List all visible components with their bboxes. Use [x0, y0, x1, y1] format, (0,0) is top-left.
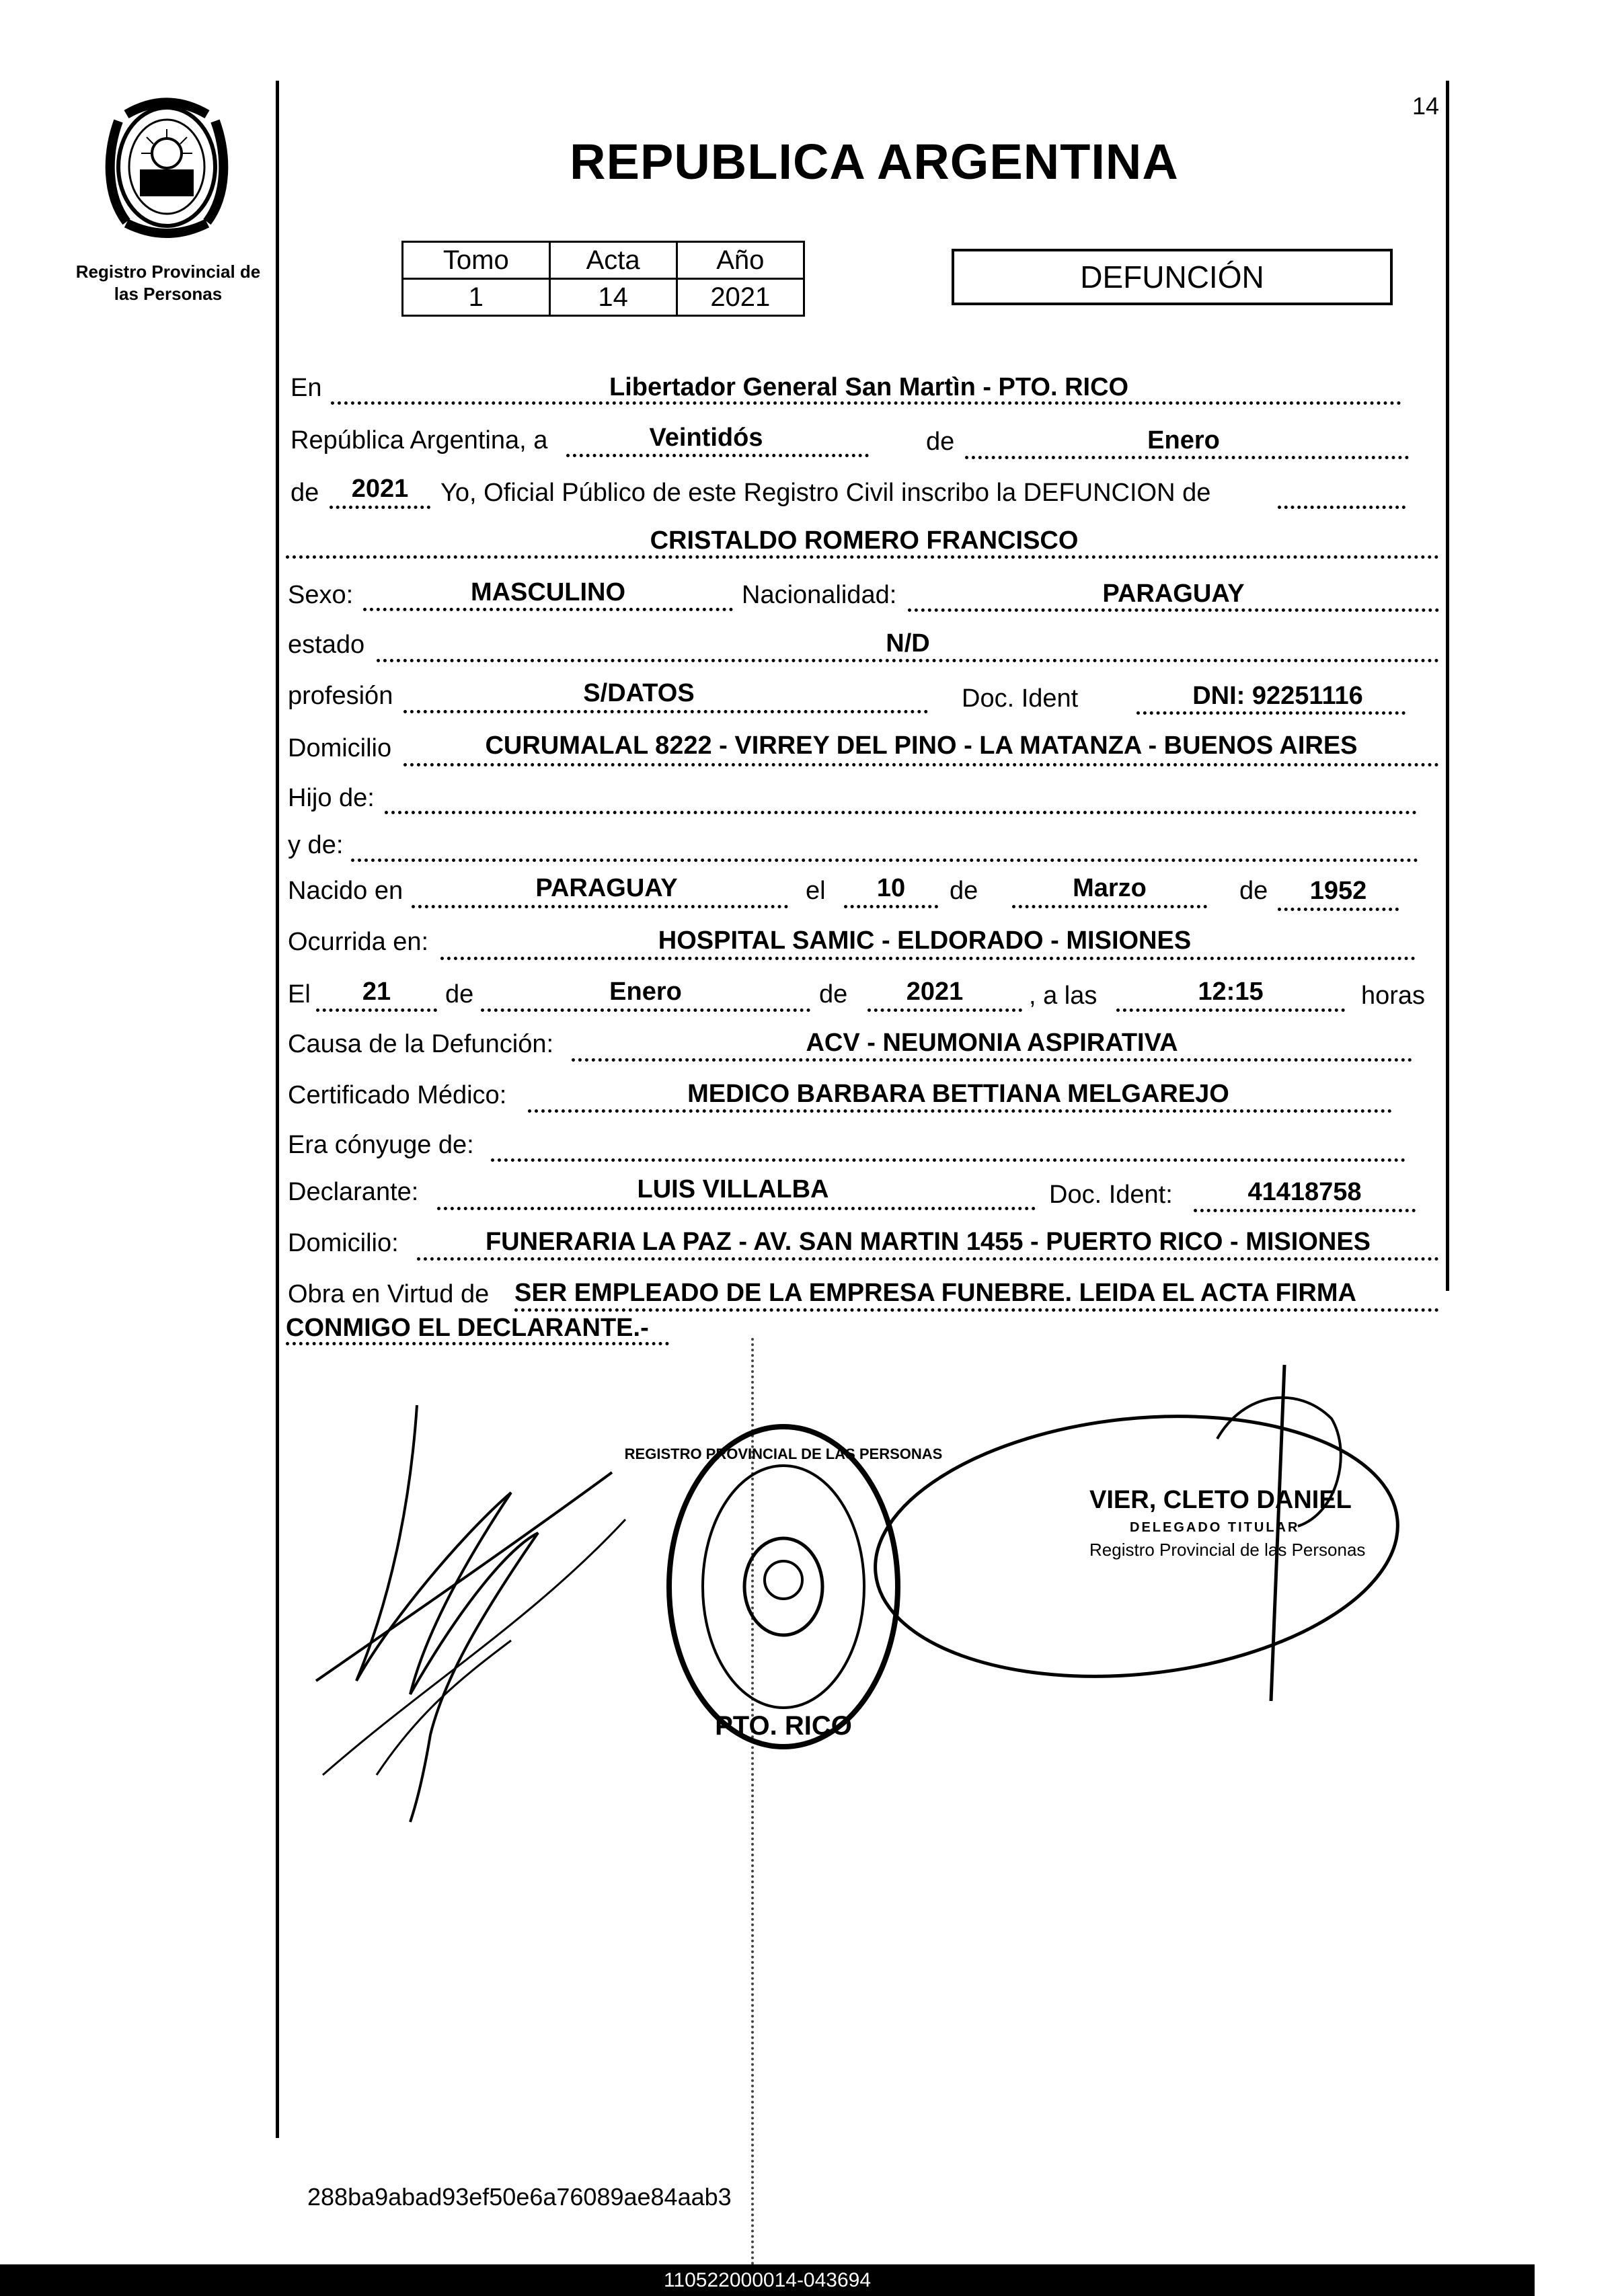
obra-value-line1: SER EMPLEADO DE LA EMPRESA FUNEBRE. LEIDA EL ACTA FIRMA — [514, 1279, 1356, 1307]
year-line — [330, 506, 430, 509]
register-header-tomo: Tomo — [403, 242, 550, 279]
doc-ident-line — [1137, 711, 1405, 715]
register-value-acta: 14 — [549, 279, 677, 316]
hijo-label: Hijo de: — [288, 784, 375, 812]
en-label: En — [291, 374, 322, 402]
decl-domicilio-label: Domicilio: — [288, 1229, 399, 1257]
document-type: DEFUNCIÓN — [1080, 260, 1264, 294]
left-margin-rule — [276, 81, 279, 2138]
page-number: 14 — [1412, 92, 1440, 120]
official-role: DELEGADO TITULAR — [1130, 1520, 1300, 1535]
birth-year-line — [1278, 908, 1399, 911]
death-day: 21 — [362, 978, 391, 1006]
death-hour: 12:15 — [1198, 978, 1264, 1006]
deceased-name: CRISTALDO ROMERO FRANCISCO — [650, 526, 1079, 555]
birth-year: 1952 — [1309, 877, 1367, 905]
obra-value-line2: CONMIGO EL DECLARANTE.- — [286, 1314, 649, 1342]
inscribo-line — [1278, 506, 1405, 509]
declarante-value: LUIS VILLALBA — [637, 1175, 829, 1203]
en-line — [331, 401, 1401, 405]
republica-label: República Argentina, a — [291, 426, 548, 454]
registry-label — [40, 261, 296, 305]
death-place: HOSPITAL SAMIC - ELDORADO - MISIONES — [658, 926, 1192, 955]
decl-doc-label: Doc. Ident: — [1049, 1181, 1173, 1209]
decl-doc-line — [1194, 1209, 1416, 1212]
document-hash: 288ba9abad93ef50e6a76089ae84aab3 — [307, 2183, 732, 2211]
domicilio-value: CURUMALAL 8222 - VIRREY DEL PINO - LA MATANZA - BUENOS AIRES — [485, 731, 1358, 760]
day-line — [566, 454, 869, 457]
y-de-label: y de: — [288, 831, 344, 859]
death-hour-line — [1116, 1008, 1345, 1012]
official-block — [1089, 1486, 1439, 1560]
death-month-line — [481, 1008, 810, 1012]
page-title: REPUBLICA ARGENTINA — [570, 134, 1179, 190]
conyuge-label: Era cónyuge de: — [288, 1131, 474, 1159]
certificado-label: Certificado Médico: — [288, 1081, 507, 1109]
doc-ident-value: DNI: 92251116 — [1192, 682, 1363, 710]
decl-doc-value: 41418758 — [1247, 1178, 1362, 1206]
register-header-acta: Acta — [549, 242, 677, 279]
birth-day-line — [844, 905, 938, 908]
official-office: Registro Provincial de las Personas — [1089, 1540, 1366, 1560]
stamp-center-text: PTO. RICO — [715, 1711, 852, 1741]
registry-label-line2: las Personas — [114, 283, 223, 304]
domicilio-label: Domicilio — [288, 734, 392, 762]
registration-year: 2021 — [351, 475, 409, 503]
sexo-line — [363, 608, 733, 611]
de-label-1: de — [926, 428, 955, 456]
official-name: VIER, CLETO DANIEL — [1089, 1486, 1352, 1514]
hijo-line — [385, 811, 1417, 814]
obra-line1 — [514, 1308, 1439, 1312]
doc-ident-label: Doc. Ident — [962, 684, 1079, 713]
register-header-anio: Año — [677, 242, 804, 279]
def-de1: de — [445, 980, 474, 1008]
year-prefix: de — [291, 479, 319, 507]
birth-place-line — [412, 905, 788, 908]
death-place-line — [440, 957, 1416, 960]
nacido-label: Nacido en — [288, 877, 403, 905]
name-line — [286, 555, 1439, 559]
death-month: Enero — [609, 978, 682, 1006]
birth-month-line — [1012, 905, 1207, 908]
decl-domicilio-value: FUNERARIA LA PAZ - AV. SAN MARTIN 1455 - PUERTO RICO - MISIONES — [485, 1228, 1371, 1256]
conyuge-line — [491, 1158, 1405, 1162]
declarante-line — [437, 1207, 1036, 1210]
inscribo-text: Yo, Oficial Público de este Registro Civil inscribo la DEFUNCION de — [440, 479, 1211, 507]
death-year-line — [868, 1008, 1022, 1012]
registry-label-line1: Registro Provincial de — [75, 262, 261, 282]
birth-day: 10 — [876, 874, 906, 902]
el-label: el — [806, 877, 826, 905]
nacido-de1: de — [950, 877, 978, 905]
certificado-value: MEDICO BARBARA BETTIANA MELGAREJO — [687, 1080, 1229, 1108]
estado-label: estado — [288, 631, 365, 659]
profesion-label: profesión — [288, 682, 393, 710]
birth-place: PARAGUAY — [535, 874, 678, 902]
nacionalidad-line — [908, 608, 1439, 612]
footer-code-bar — [0, 2264, 1535, 2296]
footer-code: 110522000014-043694 — [663, 2269, 872, 2291]
obra-line2 — [286, 1342, 669, 1345]
estado-value: N/D — [886, 629, 930, 658]
nacido-de2: de — [1239, 877, 1268, 905]
horas-label: horas — [1361, 982, 1426, 1010]
def-de2: de — [819, 980, 848, 1008]
sexo-label: Sexo: — [288, 581, 354, 609]
nacionalidad-label: Nacionalidad: — [742, 581, 897, 609]
place-of-registration: Libertador General San Martìn - PTO. RICO — [609, 373, 1129, 401]
profesion-value: S/DATOS — [583, 679, 695, 707]
el2-label: El — [288, 980, 311, 1008]
birth-month: Marzo — [1073, 874, 1147, 902]
declarant-signature — [309, 1398, 632, 1829]
stamp-ring-text: REGISTRO PROVINCIAL DE LAS PERSONAS — [624, 1446, 943, 1462]
alas-label: , a las — [1029, 982, 1097, 1010]
obra-label: Obra en Virtud de — [288, 1280, 490, 1308]
document-type-box — [952, 249, 1393, 305]
death-year: 2021 — [906, 978, 964, 1006]
registration-month: Enero — [1147, 426, 1220, 454]
right-margin-rule — [1446, 81, 1449, 1291]
estado-line — [377, 659, 1439, 662]
profesion-line — [403, 710, 928, 713]
ocurrida-label: Ocurrida en: — [288, 928, 429, 956]
register-value-tomo: 1 — [403, 279, 550, 316]
declarante-label: Declarante: — [288, 1178, 419, 1206]
causa-line — [572, 1058, 1412, 1062]
domicilio-line — [403, 763, 1439, 766]
death-cause: ACV - NEUMONIA ASPIRATIVA — [806, 1029, 1178, 1057]
sexo-value: MASCULINO — [470, 578, 626, 606]
causa-label: Causa de la Defunción: — [288, 1030, 554, 1058]
nacionalidad-value: PARAGUAY — [1102, 580, 1245, 608]
month-line — [965, 456, 1409, 459]
death-day-line — [316, 1008, 437, 1012]
y-de-line — [351, 859, 1418, 862]
registration-day: Veintidós — [649, 424, 763, 452]
province-seal-logo — [100, 94, 234, 242]
register-value-anio: 2021 — [677, 279, 804, 316]
register-table — [401, 241, 805, 317]
certificado-line — [528, 1109, 1392, 1113]
decl-domicilio-line — [417, 1257, 1439, 1261]
